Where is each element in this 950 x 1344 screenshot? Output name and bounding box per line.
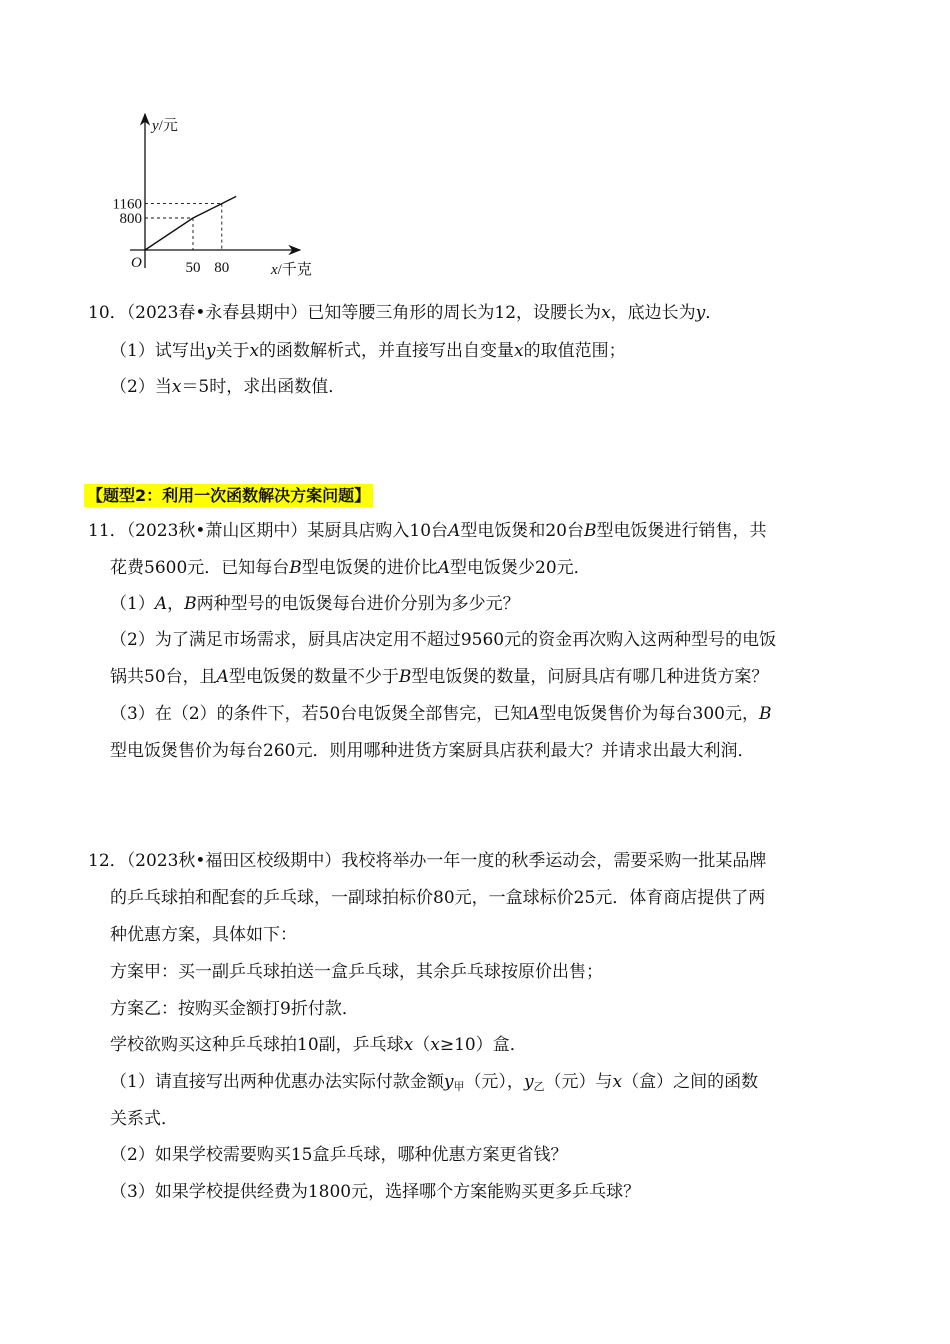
y-tick-label-1160: 1160 [112,196,142,213]
q11-part-2-line-1: （2）为了满足市场需求，厨具店决定用不超过9560元的资金再次购入这两种型号的电饭 [110,630,777,650]
x-axis-label: x/千克 [271,262,312,278]
q12-part-3: （3）如果学校提供经费为1800元，选择哪个方案能购买更多乒乓球？ [110,1182,641,1202]
q12-stem-line-3: 种优惠方案，具体如下： [110,925,297,945]
q11-stem-line-1: 11．（2023秋•萧山区期中）某厨具店购入10台A型电饭煲和20台B型电饭煲进行销售，共 [88,521,767,541]
q12-part-2: （2）如果学校需要购买15盒乒乓球，哪种优惠方案更省钱？ [110,1145,568,1165]
q11-part-2-line-2: 锅共50台，且A型电饭煲的数量不少于B型电饭煲的数量，问厨具店有哪几种进货方案？ [110,667,769,687]
q12-purchase: 学校欲购买这种乒乓球拍10副，乒乓球x（x≥10）盒． [110,1035,527,1055]
q11-part-3-line-1: （3）在（2）的条件下，若50台电饭煲全部售完，已知A型电饭煲售价为每台300元，B [110,704,772,724]
section-heading: 【题型2：利用一次函数解决方案问题】 [84,484,373,507]
q12-plan-a: 方案甲：买一副乒乓球拍送一盒乒乓球，其余乒乓球按原价出售； [110,962,603,982]
series-line [145,196,236,250]
q10-stem: 10．（2023春•永春县期中）已知等腰三角形的周长为12，设腰长为x，底边长为y． [88,303,723,323]
y-axis-label: y/元 [152,118,178,134]
y-tick-label-800: 800 [119,211,142,227]
x-tick-label-50: 50 [185,260,201,276]
q12-stem-line-1: 12．（2023秋•福田区校级期中）我校将举办一年一度的秋季运动会，需要采购一批某品牌 [88,851,767,871]
q12-part-1-line-1: （1）请直接写出两种优惠办法实际付款金额y甲（元），y乙（元）与x（盒）之间的函数 [110,1072,759,1093]
line-chart [100,108,340,284]
q12-plan-b: 方案乙：按购买金额打9折付款． [110,999,359,1019]
q12-stem-line-2: 的乒乓球拍和配套的乒乓球，一副球拍标价80元，一盒球标价25元．体育商店提供了两 [110,888,766,908]
q10-part-1: （1）试写出y关于x的函数解析式，并直接写出自变量x的取值范围； [110,341,626,361]
q12-part-1-line-2: 关系式． [110,1109,178,1129]
q10-part-2: （2）当x＝5时，求出函数值． [110,377,346,397]
price-weight-graph [100,108,340,284]
origin-label: O [131,255,142,271]
q11-stem-line-2: 花费5600元．已知每台B型电饭煲的进价比A型电饭煲少20元． [110,558,591,578]
q11-part-3-line-2: 型电饭煲售价为每台260元．则用哪种进货方案厨具店获利最大？并请求出最大利润． [110,741,755,761]
q11-part-1: （1）A，B两种型号的电饭煲每台进价分别为多少元？ [110,594,520,614]
x-tick-label-80: 80 [214,260,230,276]
